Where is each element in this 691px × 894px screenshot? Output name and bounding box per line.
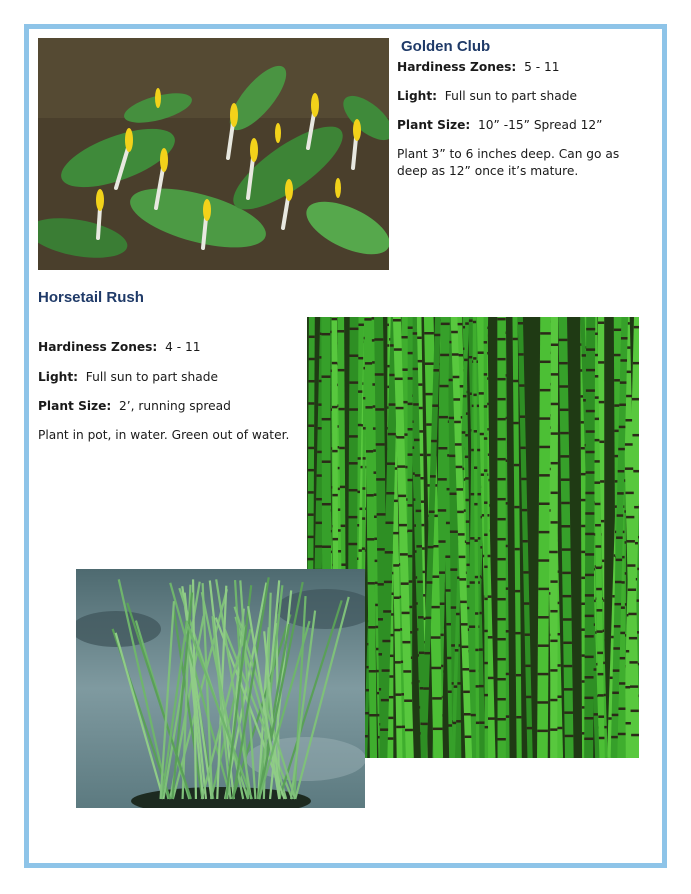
zones-value: 5 - 11 [524,60,560,74]
horsetail-note: Plant in pot, in water. Green out of water. [38,428,290,442]
golden-club-zones [397,59,559,75]
golden-club-photo [38,38,389,270]
light-label: Light: [38,370,79,384]
light-label: Light: [397,89,438,103]
golden-club-note: Plant 3” to 6 inches deep. Can go as deep as 12” once it’s mature. [397,147,620,178]
zones-label: Hardiness Zones: [38,340,158,354]
size-value: 2’, running spread [119,399,231,413]
light-value: Full sun to part shade [85,370,218,384]
golden-club-title: Golden Club [401,38,491,55]
size-value: 10” -15” Spread 12” [478,118,603,132]
size-label: Plant Size: [397,118,471,132]
horsetail-zones [38,339,200,355]
zones-label: Hardiness Zones: [397,60,517,74]
golden-club-light [397,88,577,104]
horsetail-size [38,398,231,414]
horsetail-rush-photo-small [76,569,365,808]
size-label: Plant Size: [38,399,112,413]
light-value: Full sun to part shade [444,89,577,103]
horsetail-title: Horsetail Rush [38,289,144,306]
golden-club-size [397,117,602,133]
horsetail-light [38,369,218,385]
zones-value: 4 - 11 [165,340,201,354]
